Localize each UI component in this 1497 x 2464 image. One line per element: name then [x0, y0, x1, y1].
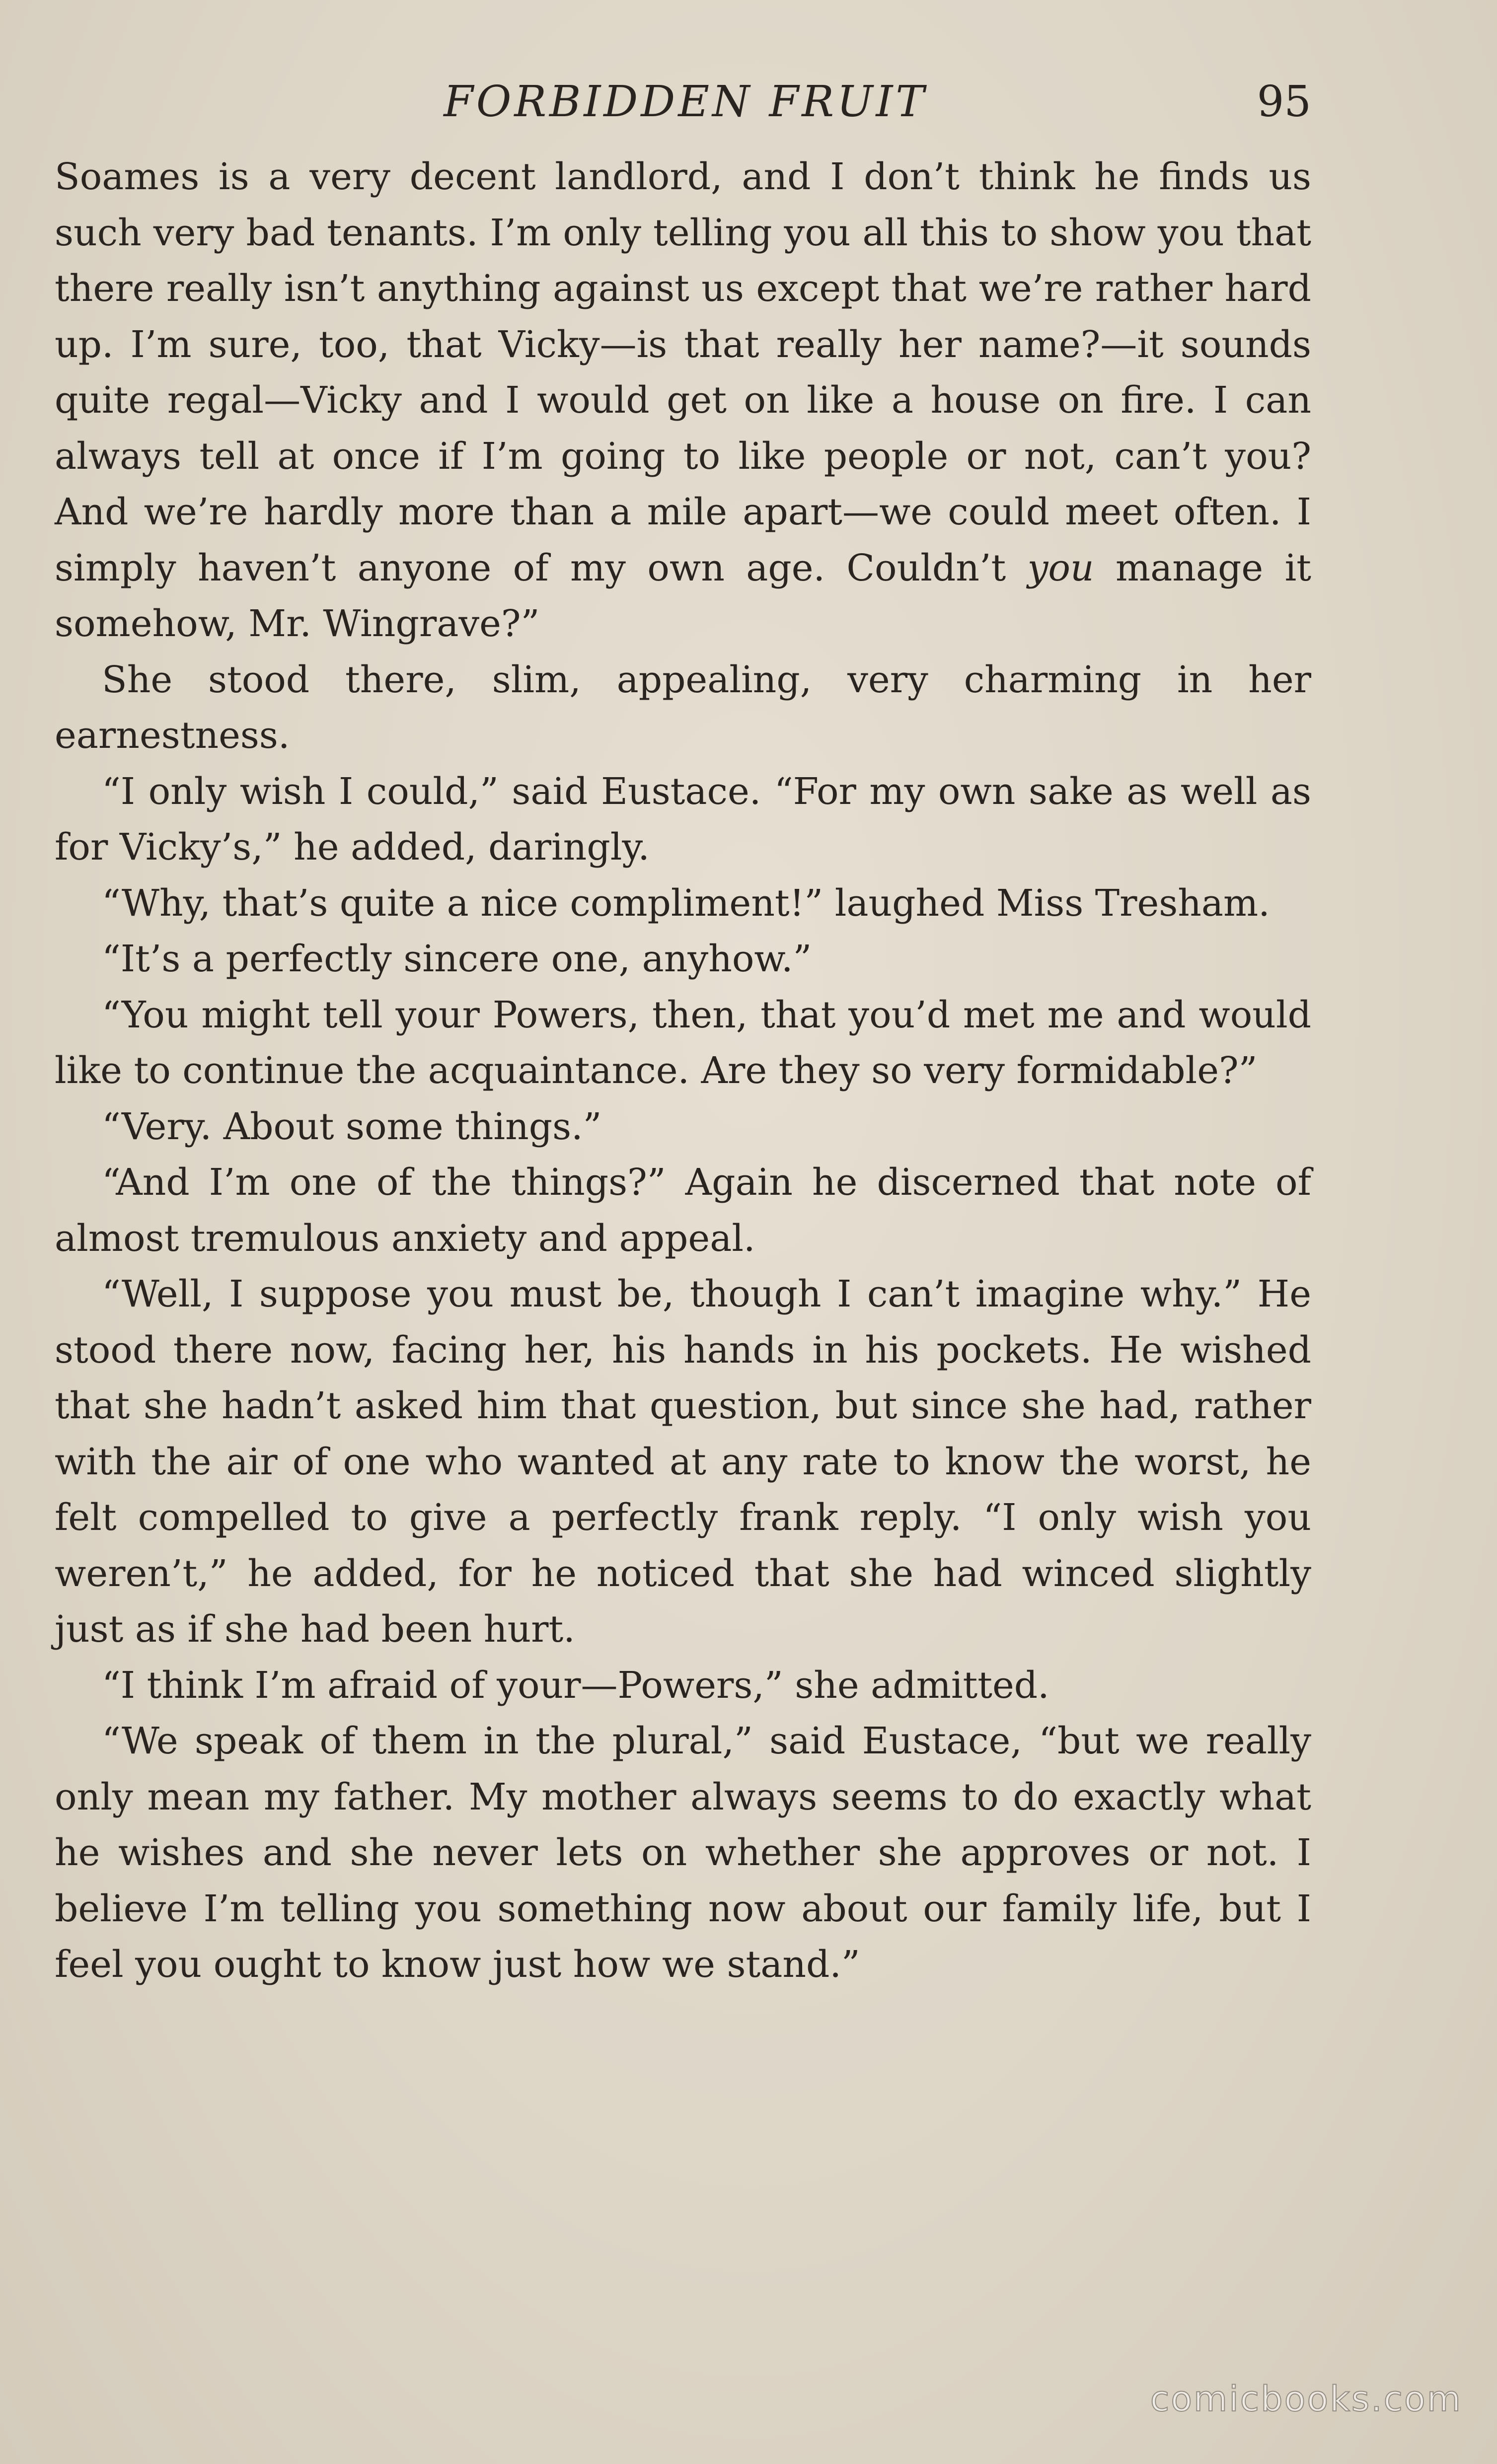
paragraph: “It’s a perfectly sincere one, anyhow.”	[102, 938, 812, 980]
running-title: FORBIDDEN FRUIT	[444, 77, 927, 127]
paragraph: Soames is a very decent landlord, and I don’t think he finds us such very bad tenants. I’m only telling you all this to show you that there really isn’t anything against us except that we’re rather hard up. I’m sure, too, that Vicky—is that really her name?—it sounds quite regal—Vicky and I would get on like a house on fire. I can always tell at once if I’m going to like people or not, can’t you? And we’re hardly more than a mile apart—we could meet often. I simply haven’t anyone of my own age. Couldn’t you manage it somehow, Mr. Wingrave?”	[55, 155, 1311, 645]
paragraph: “Well, I suppose you must be, though I can’t imagine why.” He stood there now, facing her, his hands in his pockets. He wished that she hadn’t asked him that question, but since she had, rather with the air of one who wanted at any rate to know the worst, he felt compelled to give a perfectly frank reply. “I only wish you weren’t,” he added, for he noticed that she had winced slightly just as if she had been hurt.	[55, 1273, 1311, 1651]
page-number: 95	[1257, 77, 1311, 127]
body-text	[55, 149, 1311, 1993]
paragraph: “Why, that’s quite a nice compliment!” laughed Miss Tresham.	[102, 881, 1270, 925]
paragraph: “Very. About some things.”	[102, 1105, 602, 1148]
paragraph: “I only wish I could,” said Eustace. “For my own sake as well as for Vicky’s,” he added, daringly.	[55, 770, 1311, 869]
paragraph: “You might tell your Powers, then, that you’d met me and would like to continue the acquaintance. Are they so very formidable?”	[55, 993, 1311, 1092]
paragraph: “And I’m one of the things?” Again he discerned that note of almost tremulous anxiety and appeal.	[55, 1161, 1311, 1260]
paragraph: “I think I’m afraid of your—Powers,” she admitted.	[102, 1664, 1049, 1707]
emphasis: you	[1027, 546, 1094, 589]
paragraph: “We speak of them in the plural,” said Eustace, “but we really only mean my father. My mother always seems to do exactly what he wishes and she never lets on whether she approves or not. I believe I’m telling you something now about our family life, but I feel you ought to know just how we stand.”	[55, 1720, 1311, 1986]
paragraph: She stood there, slim, appealing, very charming in her earnestness.	[55, 658, 1311, 757]
watermark: comicbooks.com	[1150, 2379, 1462, 2419]
page-header	[60, 70, 1311, 134]
